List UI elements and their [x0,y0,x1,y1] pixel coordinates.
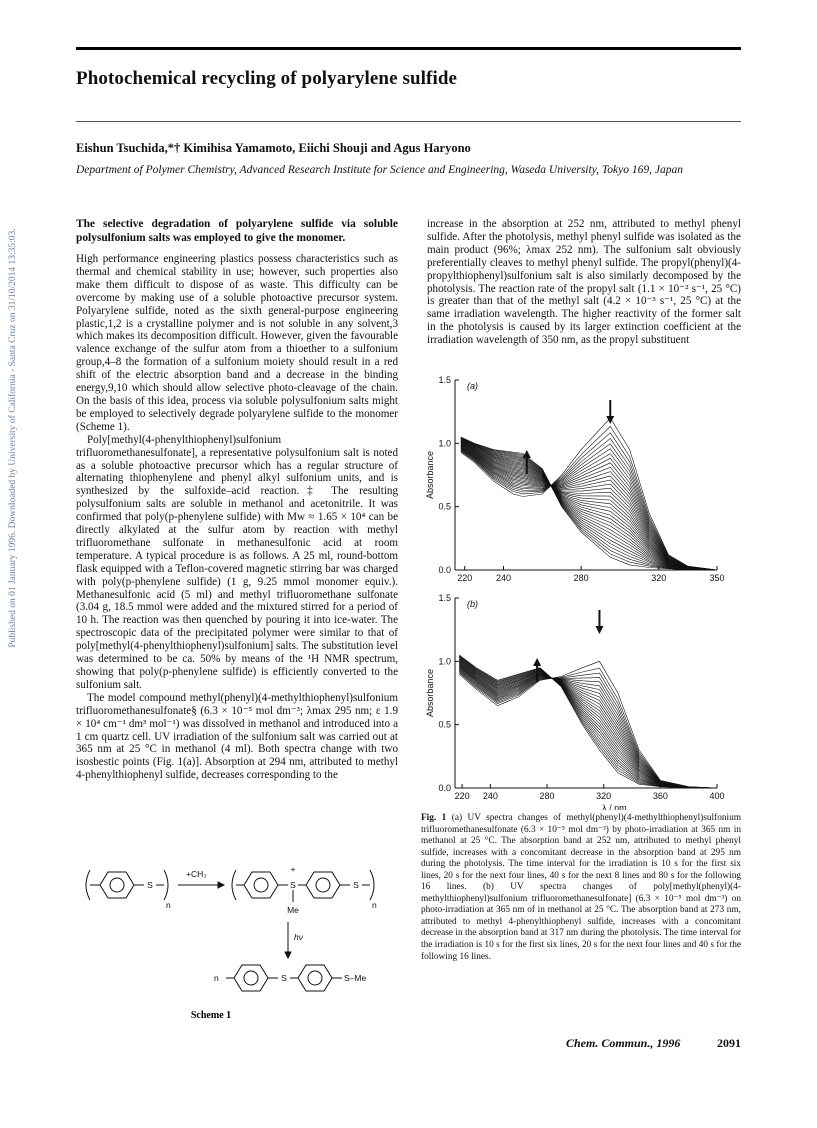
spectrum-line [461,418,717,570]
scheme-1-diagram [76,860,406,1030]
sulfur-label: S [147,880,153,890]
spectrum-line [461,441,717,570]
y-tick-label: 1.0 [438,656,451,667]
y-tick-label: 1.0 [438,438,451,449]
y-axis-label: Absorbance [425,668,435,718]
polymer-bracket-right [164,870,168,900]
body-column-right [427,218,741,347]
benzene-ring [234,965,268,991]
page-number: 2091 [717,1036,741,1050]
x-tick-label: 220 [454,791,470,801]
spectrum-line [461,427,717,571]
x-tick-label: 240 [482,791,498,801]
spectrum-line [461,442,717,570]
x-tick-label: 220 [457,573,473,583]
x-tick-label: 350 [709,573,725,583]
x-tick-label: 360 [652,791,668,801]
hv-label: hν [294,932,303,942]
decrease-arrowhead [595,626,603,634]
panel-label: (a) [467,381,478,391]
methylthio-label: S–Me [344,973,367,983]
spectrum-line [461,446,717,570]
paragraph: High performance engineering plastics possess characteristics such as thermal and chemical stability in use; however, such properties also make them difficult to dispose of as waste. This difficulty can be overcome by making use of a soluble photoactive precursor system. Polyarylene sulfide, noted as the sixth general-purpose engineering plastic,1,2 is a crystalline polymer and is not soluble in any solvent,3 which makes its decomposition difficult. However, given the favourable valence exchange of the sulfur atom from a thioether to a sulfonium group,4–8 the formation of a sulfonium moiety should result in a red shift of the electric absorption band and a decrease in the binding energy,9,10 which should allow selective photo-cleavage of the chain. On the basis of this idea, process via soluble polysulfonium salts might be employed to selectively degrade polyarylene sulfide to the monomer (Scheme 1). [76,253,398,433]
caption-text: (a) UV spectra changes of methyl(phenyl)(4-methylthiophenyl)sulfonium trifluoromethanesulfonate (6.3 × 10⁻⁵ mol dm⁻³) by photo-irradiation at 365 nm in methanol at 25 °C. The absorption band at 252 nm, attributed to methyl phenyl sulfide, increases with a concomitant decrease in the absorption band at 295 nm during the photolysis. The time interval for the irradiation is 10 s for the first six lines, 20 s for the next four lines, 40 s for the next 8 lines and 80 s for the following 16 lines. (b) UV spectra changes of poly[methyl(phenyl)(4-methylthiophenyl)sulfonium trifluoromethanesulfonate] (6.3 × 10⁻⁵ mol dm⁻³) on photo-irradiation at 365 nm of in methanol at 25 °C. The absorption band at 273 nm, attributed to methyl 4-phenylthiophenyl sulfide, increases with a concomitant decrease in the absorption band at 317 nm during the photolysis. The time interval for the irradiation is 10 s for the first six lines, 20 s for the next four lines and 40 s for the following 16 lines. [421,813,741,962]
y-tick-label: 0.5 [438,501,451,512]
x-tick-label: 400 [709,791,725,801]
x-tick-label: 280 [573,573,589,583]
paragraph: increase in the absorption at 252 nm, attributed to methyl phenyl sulfide. After the photolysis, methyl phenyl sulfide was isolated as the main product (96%; λmax 252 nm). The sulfonium salt obviously preferentially cleaves to methyl phenyl sulfide. The propyl(phenyl)(4-propylthiophenyl)sulfonium salt is also similarly decomposed by the photolysis. The reaction rate of the propyl salt (1.1 × 10⁻² s⁻¹, 25 °C) is greater than that of the methyl salt (4.2 × 10⁻³ s⁻¹, 25 °C) at the same irradiation wavelength. The higher reactivity of the former salt in the photolysis is caused by its larger extinction coefficient at the irradiation wavelength of 350 nm, as the propyl substituent [427,218,741,347]
sulfur-label: S [353,880,359,890]
panel-label: (b) [467,599,478,609]
spectrum-line [461,442,717,570]
y-tick-label: 0.0 [438,565,451,575]
sulfur-label: S [281,973,287,983]
spectrum-line [461,445,717,570]
paragraph: Poly[methyl(4-phenylthiophenyl)sulfonium trifluoromethanesulfonate], a representative polysulfonium salt is noted as a soluble photoactive precursor which has a regular structure of alternating thiophenylene and phenyl alkyl sulfonium units, and is synthesized by the sulfoxide–acid reaction.‡ The resulting polysulfonium salts are soluble in methanol and acetonitrile. It was confirmed that poly(p-phenylene sulfide) with Mw ≈ 1.65 × 10⁴ can be directly alkylated at the sulfur atom by reaction with methyl trifluoromethane sulfonate in methanesulfonic acid at room temperature. A typical procedure is as follows. A 25 ml, round-bottom flask equipped with a Teflon-covered magnetic stirring bar was charged with poly(p-phenylene sulfide) (1 g, 9.25 mmol monomer equiv.). Methanesulfonic acid (5 ml) and methyl trifluoromethane sulfonate (3.04 g, 18.5 mmol were added and the mixtured stirred for a period of 10 h. The reaction was then quenched by pouring it into ice-water. The spectroscopic data of the precipitated polymer were similar to that of poly[methyl(4-phenylthiophenyl)sulfonium] salts. The substitution level was determined to be ca. 50% by means of the ¹H NMR spectrum, showing that poly(p-phenylene sulfide) is efficiently converted to the sulfonium salt. [76,433,398,691]
benzene-ring [100,872,134,898]
scheme-label: Scheme 1 [190,1010,232,1021]
figure-1-spectra [421,370,741,810]
benzene-ring [298,965,332,991]
journal-citation: Chem. Commun., 1996 [566,1036,681,1050]
x-tick-label: 320 [651,573,667,583]
title-rule [76,121,741,122]
product-n-label: n [214,973,219,983]
spectrum-line [459,671,717,789]
increase-arrowhead [533,658,541,666]
download-watermark [0,205,26,685]
article-title: Photochemical recycling of polyarylene sulfide [76,68,458,89]
methyl-label: Me [287,905,299,915]
x-tick-label: 320 [596,791,612,801]
author-list: Eishun Tsuchida,*† Kimihisa Yamamoto, Eiichi Shouji and Agus Haryono [76,141,471,155]
spectrum-line [459,658,717,789]
spectrum-line [459,659,717,788]
y-tick-label: 1.5 [438,593,451,603]
sulfur-label: S [290,880,296,890]
spectrum-line [459,658,717,788]
caption-label: Fig. 1 [421,813,447,823]
abstract-lead: The selective degradation of polyarylene sulfide via soluble polysulfonium salts was employed to give the monomer. [76,218,398,244]
x-tick-label: 240 [496,573,512,583]
x-tick-label: 280 [539,791,555,801]
download-watermark-text: Published on 01 January 1996. Downloaded by University of California - Santa Cruz on 31/10/2014 13:35:03. [8,228,18,648]
body-column-left [76,253,398,782]
y-tick-label: 0.0 [438,783,451,793]
y-tick-label: 1.5 [438,375,451,385]
repeat-n-label: n [166,900,171,910]
spectrum-line [459,663,717,788]
x-axis-label: λ / nm [602,803,627,810]
sulfonium-plus: + [290,864,296,874]
repeat-n-label: n [372,900,377,910]
polymer-bracket-left [86,870,90,900]
top-rule [76,47,741,50]
figure-caption [421,813,741,963]
affiliation: Department of Polymer Chemistry, Advanced Research Institute for Science and Engineering, Waseda University, Tokyo 169, Japan [76,164,683,176]
benzene-ring [306,872,340,898]
paragraph: The model compound methyl(phenyl)(4-methylthiophenyl)sulfonium trifluoromethanesulfonate§ (6.3 × 10⁻⁵ mol dm⁻³; λmax 295 nm; ε 1.9 × 10⁴ cm⁻¹ dm³ mol⁻¹) was dissolved in methanol and introduced into a 1 cm quartz cell. UV irradiation of the sulfonium salt was carried out at 365 nm at 25 °C in methanol (4 ml). Both spectra change with two isosbestic points (Fig. 1(a)]. Absorption at 294 nm, attributed to methyl 4-phenylthiophenyl sulfide, decreases corresponding to the [76,691,398,782]
spectrum-line [461,439,717,570]
spectrum-line [461,437,717,570]
methylation-reagent: +CH₃ [186,869,207,879]
y-axis-label: Absorbance [425,450,435,500]
y-tick-label: 0.5 [438,719,451,730]
benzene-ring [244,872,278,898]
